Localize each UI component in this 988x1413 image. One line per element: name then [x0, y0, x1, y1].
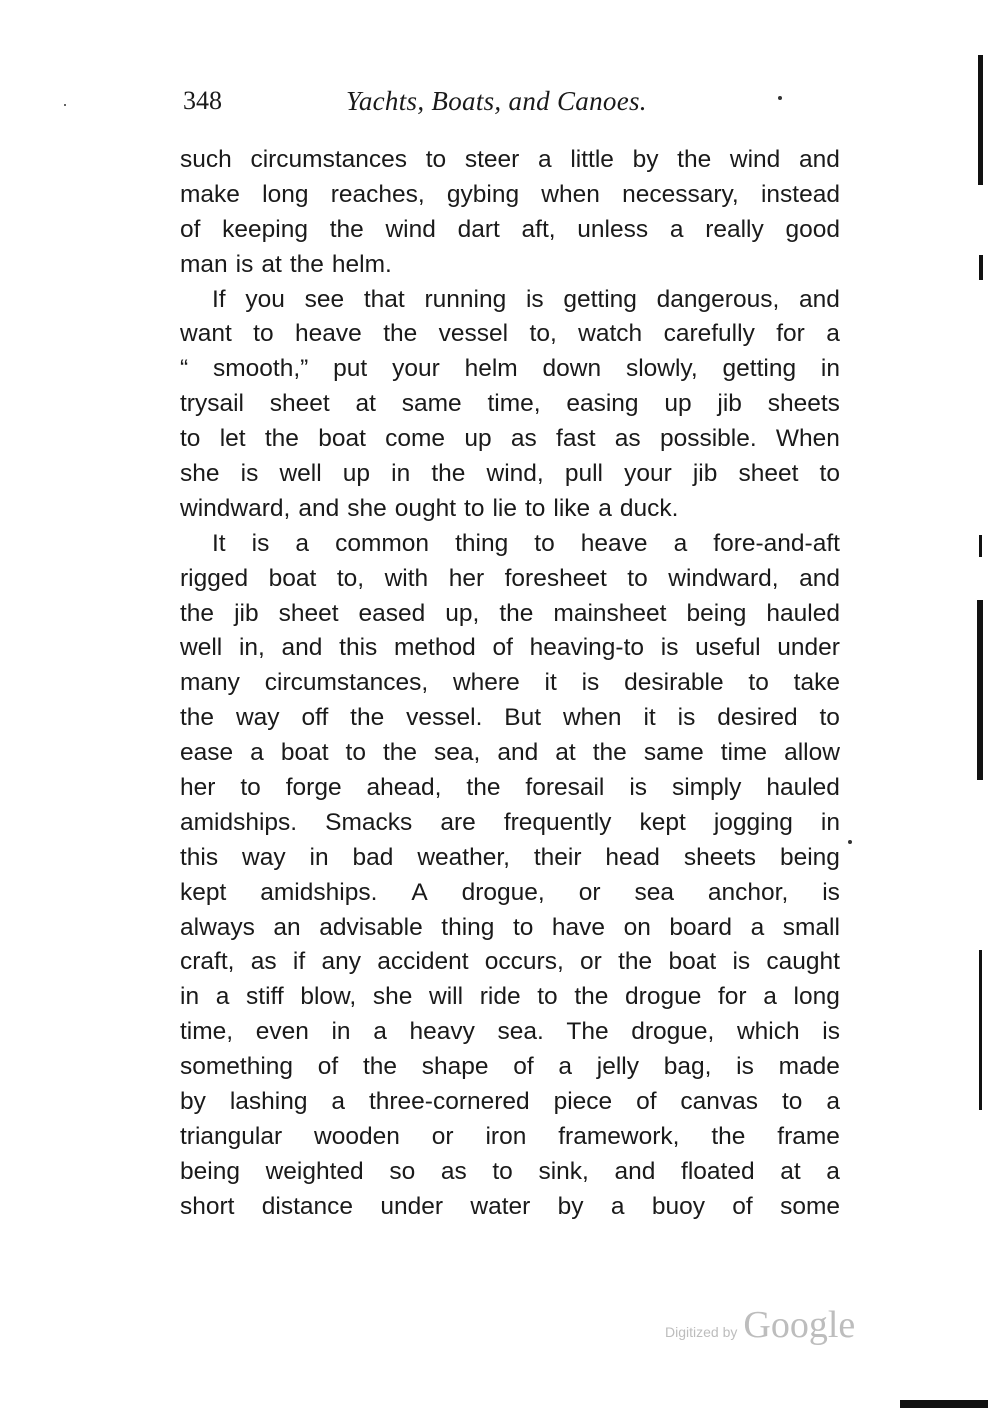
text-line: make long reaches, gybing when necessary, instead	[180, 180, 840, 208]
text-line: the way off the vessel. But when it is desired to	[180, 704, 840, 732]
text-line: man is at the helm.	[180, 250, 392, 278]
text-line: windward, and she ought to lie to like a duck.	[180, 494, 679, 522]
running-head: Yachts, Boats, and Canoes.	[346, 86, 647, 116]
scan-speck	[778, 96, 782, 100]
text-line: short distance under water by a buoy of some	[180, 1192, 840, 1220]
text-line: want to heave the vessel to, watch carefully for a	[180, 320, 840, 348]
text-line: such circumstances to steer a little by the wind and	[180, 146, 840, 173]
scan-edge-mark	[979, 950, 982, 1110]
scan-edge-mark	[900, 1400, 988, 1408]
scan-edge-mark	[977, 600, 983, 780]
text-line: trysail sheet at same time, easing up jib sheets	[180, 390, 840, 418]
watermark-prefix: Digitized by	[665, 1324, 738, 1340]
text-line: craft, as if any accident occurs, or the boat is caught	[180, 948, 840, 976]
page-number: 348	[183, 86, 222, 115]
text-line: by lashing a three-cornered piece of canvas to a	[180, 1088, 840, 1116]
text-line: well in, and this method of heaving-to is useful under	[180, 634, 840, 662]
text-line: she is well up in the wind, pull your jib sheet to	[180, 460, 840, 488]
text-line: something of the shape of a jelly bag, is made	[180, 1053, 840, 1081]
scan-speck	[64, 104, 66, 106]
text-line: of keeping the wind dart aft, unless a really good	[180, 215, 840, 243]
text-line: many circumstances, where it is desirable to take	[180, 669, 840, 697]
text-line: triangular wooden or iron framework, the frame	[180, 1122, 840, 1150]
text-line: the jib sheet eased up, the mainsheet being hauled	[180, 599, 840, 627]
text-line: in a stiff blow, she will ride to the drogue for a long	[180, 983, 840, 1011]
text-line: amidships. Smacks are frequently kept jogging in	[180, 808, 840, 836]
text-line: being weighted so as to sink, and floated at a	[180, 1157, 840, 1185]
text-line: this way in bad weather, their head sheets being	[180, 843, 840, 871]
text-line: her to forge ahead, the foresail is simply hauled	[180, 774, 840, 802]
scan-speck	[848, 840, 852, 844]
digitized-watermark	[665, 1303, 855, 1347]
text-line: time, even in a heavy sea. The drogue, which is	[180, 1018, 840, 1046]
scan-edge-mark	[978, 55, 983, 185]
text-line: to let the boat come up as fast as possible. When	[180, 425, 840, 453]
text-line: always an advisable thing to have on board a small	[180, 913, 840, 941]
body-text	[180, 143, 840, 1225]
text-line: ease a boat to the sea, and at the same time allow	[180, 739, 840, 767]
text-line: If you see that running is getting dangerous, and	[212, 285, 840, 313]
scan-edge-mark	[979, 535, 982, 557]
text-line: “ smooth,” put your helm down slowly, getting in	[180, 355, 840, 383]
scan-edge-mark	[979, 255, 983, 280]
watermark-brand: Google	[743, 1304, 856, 1346]
text-line: kept amidships. A drogue, or sea anchor, is	[180, 878, 840, 906]
text-line: rigged boat to, with her foresheet to windward, and	[180, 564, 840, 592]
text-line: It is a common thing to heave a fore-and-aft	[212, 529, 840, 557]
